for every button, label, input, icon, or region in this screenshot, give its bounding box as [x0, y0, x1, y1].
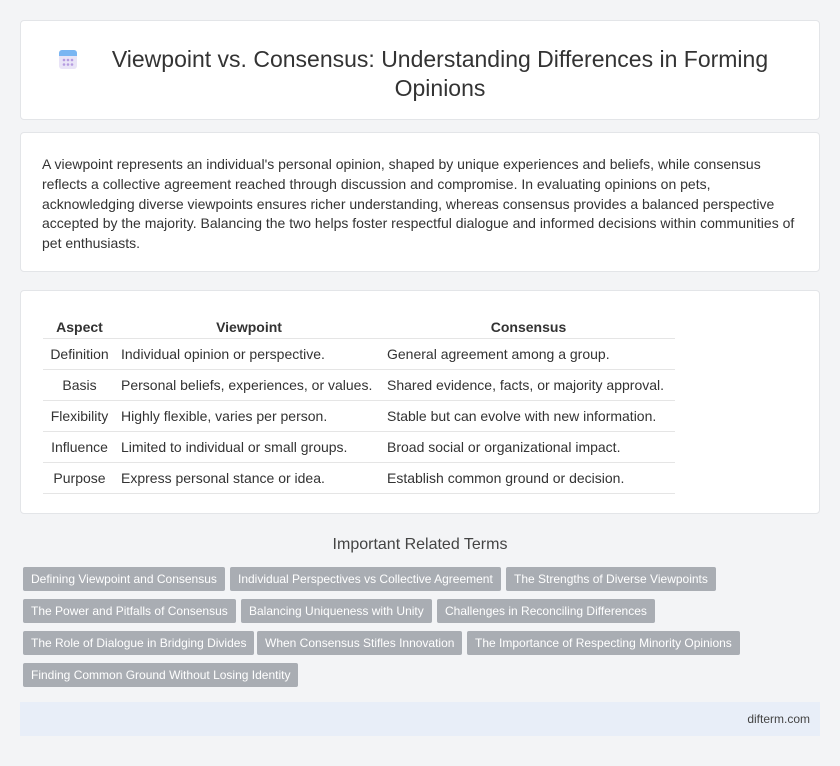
page-title: Viewpoint vs. Consensus: Understanding Differences in Forming Opinions: [111, 46, 769, 101]
cell-consensus: Stable but can evolve with new information.: [382, 400, 675, 431]
cell-aspect: Purpose: [43, 462, 116, 493]
cell-viewpoint: Express personal stance or idea.: [116, 462, 382, 493]
related-term-tag[interactable]: The Power and Pitfalls of Consensus: [23, 599, 236, 623]
comparison-card: [20, 290, 820, 514]
cell-aspect: Influence: [43, 431, 116, 462]
related-term-tag[interactable]: Individual Perspectives vs Collective Agreement: [230, 567, 501, 591]
footer-site-link[interactable]: difterm.com: [747, 712, 810, 726]
cell-viewpoint: Limited to individual or small groups.: [116, 431, 382, 462]
cell-consensus: Establish common ground or decision.: [382, 462, 675, 493]
intro-paragraph: A viewpoint represents an individual's personal opinion, shaped by unique experiences and beliefs, while consensus reflects a collective agreement reached through discussion and compromise. In evaluating opinions on pets, acknowledging diverse viewpoints ensures richer understanding, whereas consensus provides a balanced perspective accepted by the majority. Balancing the two helps foster respectful dialogue and informed decisions within communities of pet enthusiasts.: [42, 156, 795, 252]
header-viewpoint: Viewpoint: [116, 316, 382, 338]
cell-consensus: Broad social or organizational impact.: [382, 431, 675, 462]
title-card: [20, 20, 820, 120]
intro-card: [20, 132, 820, 272]
cell-consensus: Shared evidence, facts, or majority approval.: [382, 369, 675, 400]
cell-consensus: General agreement among a group.: [382, 338, 675, 369]
cell-viewpoint: Personal beliefs, experiences, or values.: [116, 369, 382, 400]
related-term-tag[interactable]: The Role of Dialogue in Bridging Divides: [23, 631, 254, 655]
table-row: [43, 338, 675, 369]
related-term-tag[interactable]: Finding Common Ground Without Losing Identity: [23, 663, 298, 687]
cell-viewpoint: Individual opinion or perspective.: [116, 338, 382, 369]
table-header-row: [43, 316, 675, 338]
cell-aspect: Definition: [43, 338, 116, 369]
table-row: [43, 369, 675, 400]
related-term-tag[interactable]: The Importance of Respecting Minority Opinions: [467, 631, 740, 655]
table-row: [43, 431, 675, 462]
related-term-tag[interactable]: Defining Viewpoint and Consensus: [23, 567, 225, 591]
related-term-tag[interactable]: The Strengths of Diverse Viewpoints: [506, 567, 716, 591]
cell-aspect: Basis: [43, 369, 116, 400]
related-term-tag[interactable]: Balancing Uniqueness with Unity: [241, 599, 432, 623]
related-term-tag[interactable]: When Consensus Stifles Innovation: [257, 631, 462, 655]
footer: [20, 702, 820, 736]
table-row: [43, 400, 675, 431]
related-term-tag[interactable]: Challenges in Reconciling Differences: [437, 599, 655, 623]
related-terms-heading: Important Related Terms: [332, 536, 508, 553]
header-consensus: Consensus: [382, 316, 675, 338]
cell-aspect: Flexibility: [43, 400, 116, 431]
cell-viewpoint: Highly flexible, varies per person.: [116, 400, 382, 431]
comparison-table: [43, 316, 675, 494]
header-aspect: Aspect: [43, 316, 116, 338]
table-row: [43, 462, 675, 493]
